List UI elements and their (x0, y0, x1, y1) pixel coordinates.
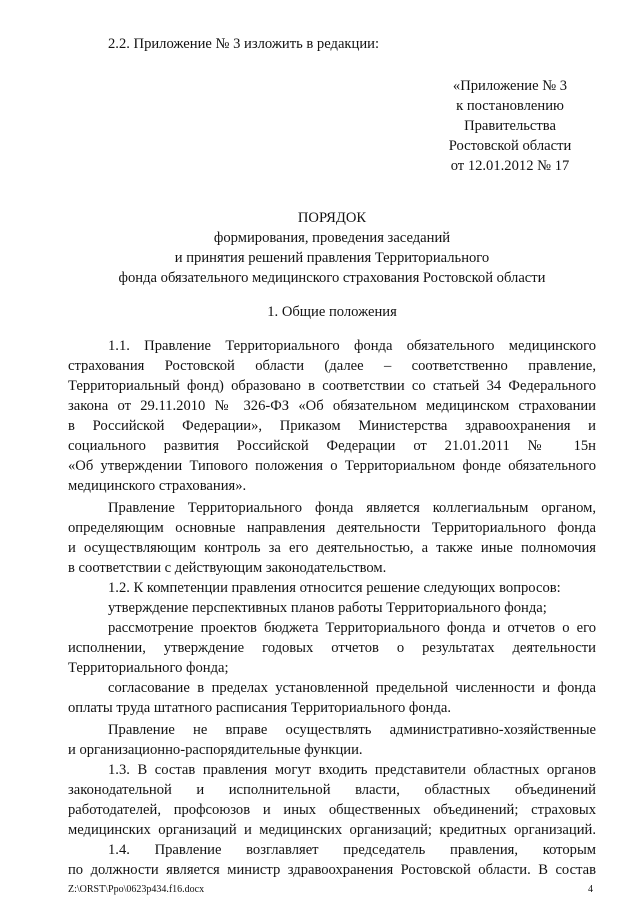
body-line: Территориальный фонд) образовано в соответствии со статьей 34 Федерального (68, 378, 596, 394)
title-main: ПОРЯДОК (297, 210, 367, 226)
appendix-line: к постановлению (456, 98, 564, 114)
body-line: 1.2. К компетенции правления относится решение следующих вопросов: (108, 580, 561, 596)
body-line: и осуществляющим контроль за его деятельностью, а также иные полномочия (68, 540, 596, 556)
body-line: страхования Ростовской области (далее – соответственно правление, (68, 358, 596, 374)
body-line: 1.3. В состав правления могут входить представители областных органов (108, 762, 596, 778)
appendix-line: «Приложение № 3 (452, 78, 568, 94)
body-line: Правление Территориального фонда является коллегиальным органом, (108, 500, 596, 516)
footer-file-path: Z:\ORST\Ppo\0623p434.f16.docx (68, 884, 205, 895)
body-line: «Об утверждении Типового положения о Территориальном фонде обязательного (68, 458, 596, 474)
body-line: исполнении, утверждение годовых отчетов о результатах деятельности (68, 640, 596, 656)
body-line: Территориального фонда; (68, 660, 229, 676)
body-line: Правление не вправе осуществлять административно-хозяйственные (108, 722, 596, 738)
body-line: рассмотрение проектов бюджета Территориального фонда и отчетов о его (108, 620, 596, 636)
body-line: определяющим основные направления деятельности Территориального фонда (68, 520, 596, 536)
body-line: оплаты труда штатного расписания Территориального фонда. (68, 700, 451, 716)
title-sub: формирования, проведения заседаний (213, 230, 451, 246)
body-line: согласование в пределах установленной предельной численности и фонда (108, 680, 596, 696)
body-line: социального развития Российской Федерации от 21.01.2011 № 15н (68, 438, 596, 454)
body-line: законодательной и исполнительной власти, областных объединений (68, 782, 596, 798)
section-heading: 1. Общие положения (267, 304, 397, 320)
body-line: по должности является министр здравоохранения Ростовской области. В состав (68, 862, 596, 878)
title-sub: фонда обязательного медицинского страхования Ростовской области (118, 270, 546, 286)
footer-page-number: 4 (588, 884, 593, 895)
body-line: в Российской Федерации», Приказом Министерства здравоохранения и (68, 418, 596, 434)
body-line: 1.4. Правление возглавляет председатель правления, которым (108, 842, 596, 858)
body-line: закона от 29.11.2010 № 326-ФЗ «Об обязательном медицинском страховании (68, 398, 596, 414)
body-line: медицинского страхования». (68, 478, 247, 494)
body-line: 1.1. Правление Территориального фонда обязательного медицинского (108, 338, 596, 354)
body-line: и организационно-распорядительные функции. (68, 742, 363, 758)
appendix-line: Правительства (464, 118, 556, 134)
title-sub: и принятия решений правления Территориального (174, 250, 490, 266)
appendix-line: от 12.01.2012 № 17 (450, 158, 570, 174)
body-line: медицинских организаций и медицинских организаций; кредитных организаций. (68, 822, 596, 838)
body-line: утверждение перспективных планов работы Территориального фонда; (108, 600, 547, 616)
body-line: работодателей, профсоюзов и иных общественных объединений; страховых (68, 802, 596, 818)
lead-line: 2.2. Приложение № 3 изложить в редакции: (108, 36, 379, 52)
body-line: в соответствии с действующим законодательством. (68, 560, 387, 576)
appendix-line: Ростовской области (448, 138, 572, 154)
